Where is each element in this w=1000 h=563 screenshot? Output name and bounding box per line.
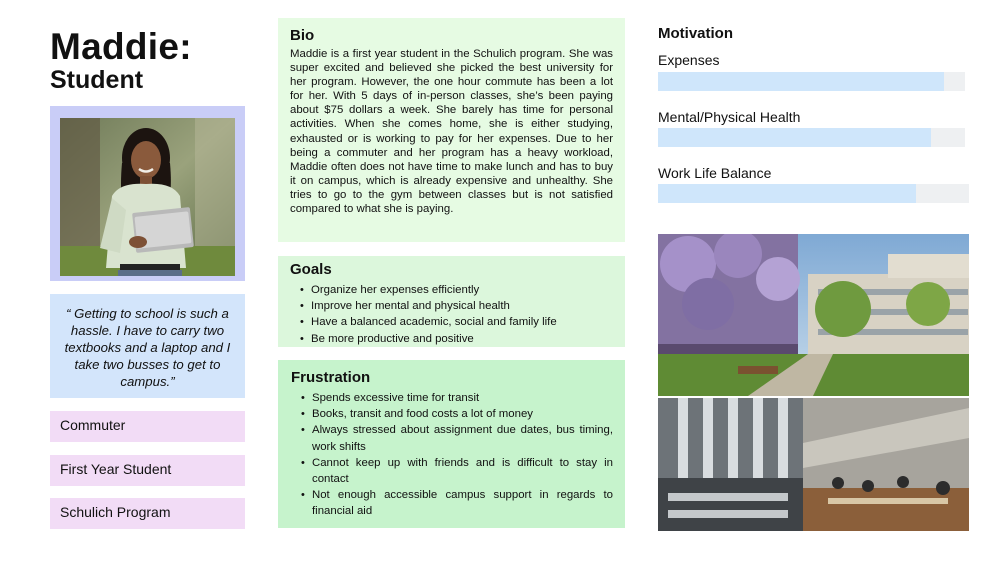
frustration-item: • Not enough accessible campus support in regards to financial aid (301, 487, 613, 519)
meter-fill-work-life (658, 184, 916, 203)
campus-library-photo (658, 398, 969, 531)
meter-label-work-life: Work Life Balance (658, 165, 772, 181)
meter-fill-health (658, 128, 931, 147)
persona-photo-frame (50, 106, 245, 281)
persona-name: Maddie: (50, 26, 192, 67)
goals-list (290, 282, 613, 347)
persona-photo (60, 118, 235, 276)
campus-courtyard-photo (658, 234, 969, 396)
meter-track-work-life (658, 184, 969, 203)
frustration-item: • Always stressed about assignment due dates, bus timing, work shifts (301, 422, 613, 454)
goal-item: • Organize her expenses efficiently (300, 282, 613, 298)
goal-item: • Have a balanced academic, social and family life (300, 314, 613, 330)
frustration-panel (278, 360, 625, 528)
bio-text: Maddie is a first year student in the Schulich program. She was super excited and believed she picked the best university for her program. However, the one hour commute has been a lot for her. With 5 days of in-person classes, she’s been paying about $75 dollars a week. She barely has time for personal activities. When she comes home, she is either studying, exhausted or is working to pay for her expenses. Due to her being a commuter and her program has a heavy workload, Maddie often does not have time to make lunch and has to buy it on campus, which is already expensive and unhealthy. She tries to go to the gym between classes but is not satisfied compared to what she is paying. (290, 48, 613, 216)
motivation-heading: Motivation (658, 25, 733, 42)
frustration-item: • Books, transit and food costs a lot of money (301, 406, 613, 422)
meter-fill-expenses (658, 72, 944, 91)
frustration-heading: Frustration (291, 369, 371, 386)
goals-panel (278, 256, 625, 347)
persona-role: Student (50, 66, 144, 94)
meter-track-expenses (658, 72, 965, 91)
meter-track-health (658, 128, 965, 147)
meter-label-health: Mental/Physical Health (658, 109, 801, 125)
meter-label-expenses: Expenses (658, 52, 720, 68)
bio-panel (278, 18, 625, 242)
tag-schulich-program: Schulich Program (50, 498, 245, 529)
tag-first-year-student: First Year Student (50, 455, 245, 486)
goal-item: • Be more productive and positive (300, 331, 613, 347)
goals-heading: Goals (290, 261, 332, 278)
persona-quote: “ Getting to school is such a hassle. I have to carry two textbooks and a laptop and I take two busses to get to campus.” (50, 294, 245, 398)
frustration-list (291, 390, 613, 520)
bio-heading: Bio (290, 27, 315, 44)
frustration-item: • Spends excessive time for transit (301, 390, 613, 406)
tag-commuter: Commuter (50, 411, 245, 442)
frustration-item: • Cannot keep up with friends and is difficult to stay in contact (301, 455, 613, 487)
goal-item: • Improve her mental and physical health (300, 298, 613, 314)
